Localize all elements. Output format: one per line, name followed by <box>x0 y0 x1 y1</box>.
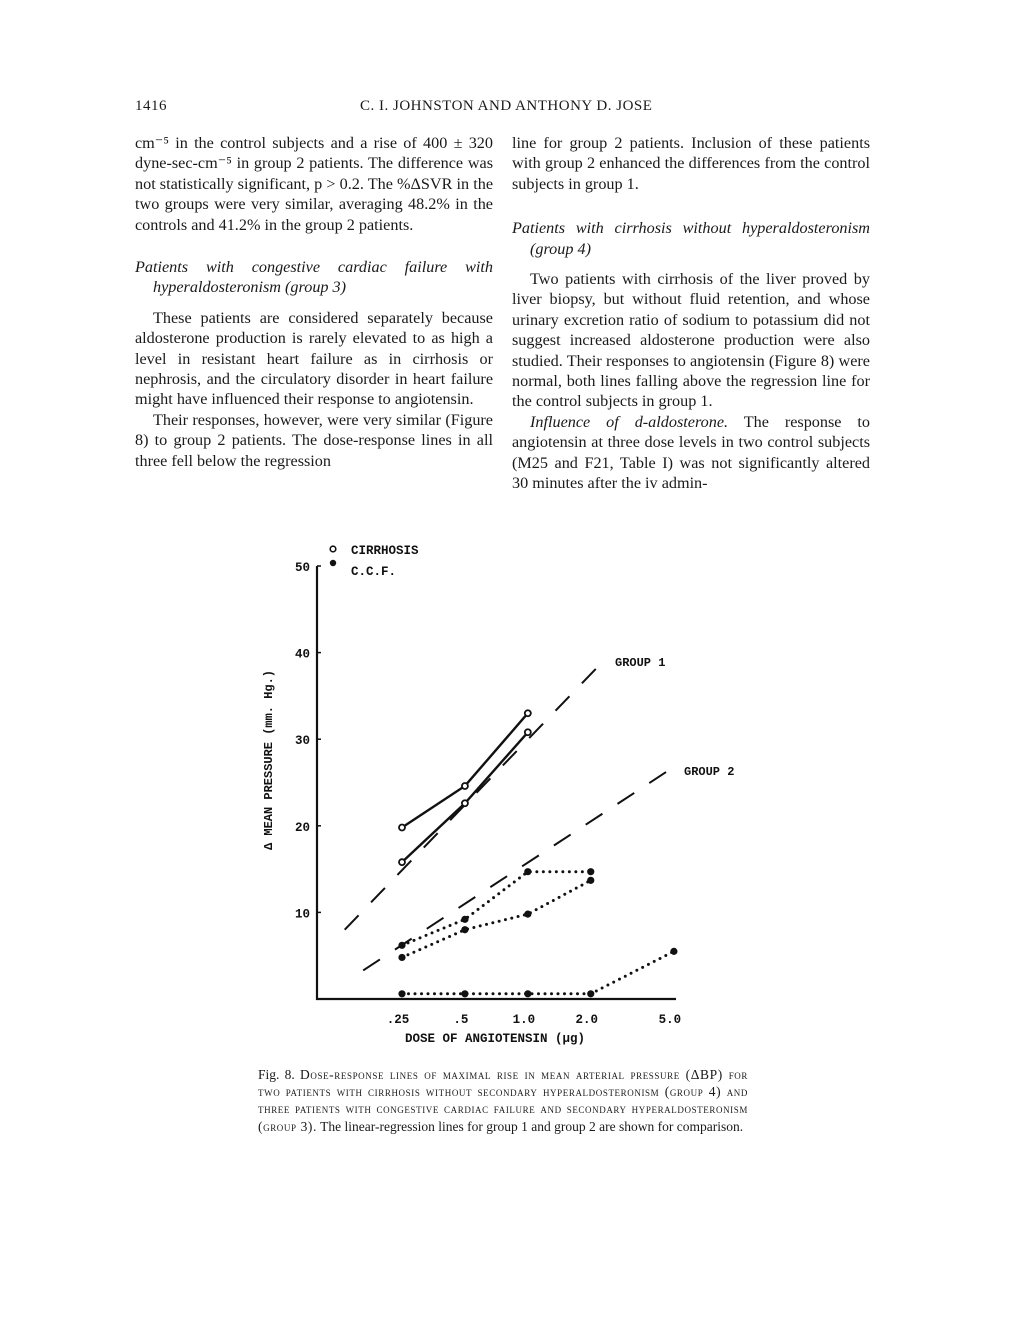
data-point-filled <box>398 954 405 961</box>
regression-label-group-1: GROUP 1 <box>615 656 666 670</box>
y-tick-label: 50 <box>294 561 310 575</box>
paragraph-lead: Influence of d-aldosterone. <box>530 412 729 431</box>
x-tick-label: 1.0 <box>512 1013 536 1027</box>
data-point-filled <box>587 868 594 875</box>
section-heading: Patients with cirrhosis without hyperaldosteronism (group 4) <box>512 219 870 258</box>
legend-filled-circle-icon <box>330 560 336 566</box>
caption-text: Dose-response lines of maximal rise in mean arterial pressure (ΔBP) for two patients with cirrhosis without secondary hyperaldosteronism (group 4) and three patients with congestive cardiac failure and secondary hyperaldosteronism (group 3). <box>258 1067 748 1134</box>
series-line-1 <box>402 713 528 827</box>
data-point-filled <box>461 916 468 923</box>
data-point-open <box>525 729 531 735</box>
paragraph: cm⁻⁵ in the control subjects and a rise of 400 ± 320 dyne-sec-cm⁻⁵ in group 2 patients. The difference was not statistically significant, p > 0.2. The %ΔSVR in the two groups were very similar, averaging 48.2% in the controls and 41.2% in the group 2 patients. <box>135 134 493 234</box>
page-number: 1416 <box>135 98 167 114</box>
paragraph: These patients are considered separately because aldosterone production is rarely elevated to as high a level in resistant heart failure as in cirrhosis or nephrosis, and the circulatory disorder in heart failure might have influenced their response to angiotensin. <box>135 308 493 409</box>
y-tick-label: 20 <box>294 820 310 835</box>
data-point-filled <box>587 990 594 997</box>
data-point-filled <box>461 990 468 997</box>
y-tick-label: 30 <box>294 734 310 749</box>
data-point-filled <box>524 868 531 875</box>
data-point-filled <box>587 877 594 884</box>
running-title: C. I. JOHNSTON AND ANTHONY D. JOSE <box>360 98 653 114</box>
x-axis-label: DOSE OF ANGIOTENSIN (μg) <box>404 1032 586 1046</box>
data-point-filled <box>670 948 677 955</box>
data-point-filled <box>398 990 405 997</box>
data-point-open <box>399 825 405 831</box>
regression-line-group-1 <box>345 666 598 929</box>
caption-tail: The linear-regression lines for group 1 and group 2 are shown for comparison. <box>317 1118 744 1134</box>
data-point-filled <box>398 942 405 949</box>
data-point-open <box>462 800 468 806</box>
figure-caption <box>258 1066 748 1135</box>
regression-label-group-2: GROUP 2 <box>684 765 735 779</box>
regression-line-group-2 <box>363 767 674 971</box>
series-line-4 <box>402 880 591 957</box>
y-tick-label: 40 <box>294 647 310 662</box>
paragraph: line for group 2 patients. Inclusion of these patients with group 2 enhanced the differences from the control subjects in group 1. <box>512 134 870 193</box>
series-line-2 <box>402 732 528 862</box>
legend-label-ccf: C.C.F. <box>351 565 397 579</box>
paragraph: Their responses, however, were very similar (Figure 8) to group 2 patients. The dose-response lines in all three fell below the regression <box>135 410 493 470</box>
series-line-5 <box>402 951 674 993</box>
x-tick-label: .5 <box>453 1013 469 1027</box>
data-point-open <box>399 859 405 865</box>
section-heading: Patients with congestive cardiac failure with hyperaldosteronism (group 3) <box>135 258 493 297</box>
x-tick-label: 2.0 <box>575 1013 599 1027</box>
x-tick-label: 5.0 <box>658 1013 682 1027</box>
data-point-open <box>462 783 468 789</box>
x-tick-label: .25 <box>386 1013 410 1027</box>
paragraph: Two patients with cirrhosis of the liver proved by liver biopsy, but without fluid retention, and whose urinary excretion ratio of sodium to potassium did not suggest increased aldosterone production were also studied. Their responses to angiotensin (Figure 8) were normal, both lines falling above the regression line for the control subjects in group 1. <box>512 270 870 411</box>
data-point-filled <box>461 926 468 933</box>
data-point-filled <box>524 990 531 997</box>
paragraph-text: The response to angiotensin at three dose levels in two control subjects (M25 and F21, Table I) was not significantly altered 30 minutes after the iv admin- <box>512 412 870 493</box>
legend-open-circle-icon <box>330 546 336 552</box>
legend-label-cirrhosis: CIRRHOSIS <box>351 544 419 558</box>
data-point-filled <box>524 911 531 918</box>
caption-label: Fig. 8. <box>258 1067 295 1082</box>
chart-marks <box>345 666 678 997</box>
y-tick-label: 10 <box>294 907 310 922</box>
y-axis-label: Δ MEAN PRESSURE (mm. Hg.) <box>262 669 276 851</box>
legend <box>330 544 419 579</box>
data-point-open <box>525 710 531 716</box>
axes <box>295 561 681 1027</box>
